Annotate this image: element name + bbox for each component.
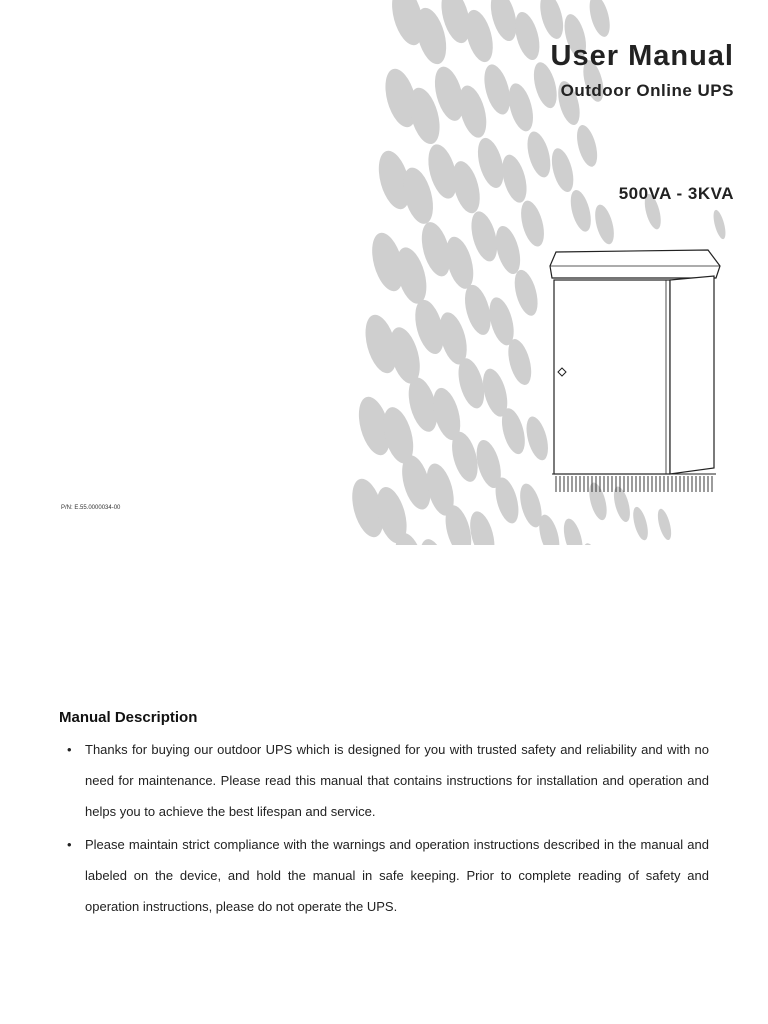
list-item-text: Please maintain strict compliance with the warnings and operation instructions described in the manual and labeled on the device, and hold the manual in safe keeping. Prior to complete reading of safety and operation instructions, please do not operate the UPS. (85, 837, 709, 914)
ups-cabinet-illustration (548, 246, 724, 498)
decorative-dot (415, 536, 452, 545)
power-range: 500VA - 3KVA (618, 184, 734, 203)
decorative-dot (586, 0, 614, 39)
manual-description-section (59, 709, 709, 922)
decorative-dot (510, 267, 542, 318)
part-number: P/N: E.55.0000034-00 (61, 505, 121, 511)
bullet-icon: • (67, 837, 72, 852)
section-heading: Manual Description (59, 709, 198, 726)
description-list (59, 734, 709, 922)
decorative-dot (592, 203, 618, 247)
decorative-dot (567, 188, 595, 234)
decorative-dot (548, 146, 578, 194)
decorative-dot (480, 62, 515, 118)
decorative-dot (605, 543, 627, 545)
product-subtitle: Outdoor Online UPS (560, 81, 734, 100)
decorative-dot (536, 0, 568, 41)
list-item (59, 829, 709, 922)
list-item-text: Thanks for buying our outdoor UPS which is designed for you with trusted safety and reliability and with no need for maintenance. Please read this manual that contains instructions for installation and operation and helps you to achieve the best lifespan and service. (85, 742, 709, 819)
bullet-icon: • (67, 742, 72, 757)
decorative-dot (560, 517, 586, 545)
decorative-dot (523, 129, 555, 180)
list-item (59, 734, 709, 827)
manual-title: User Manual (550, 40, 734, 72)
decorative-dot (630, 505, 650, 541)
decorative-dot (711, 209, 728, 241)
decorative-dot (573, 123, 601, 169)
decorative-dot (580, 541, 604, 545)
decorative-dot (655, 507, 674, 541)
decorative-dot (517, 198, 549, 249)
